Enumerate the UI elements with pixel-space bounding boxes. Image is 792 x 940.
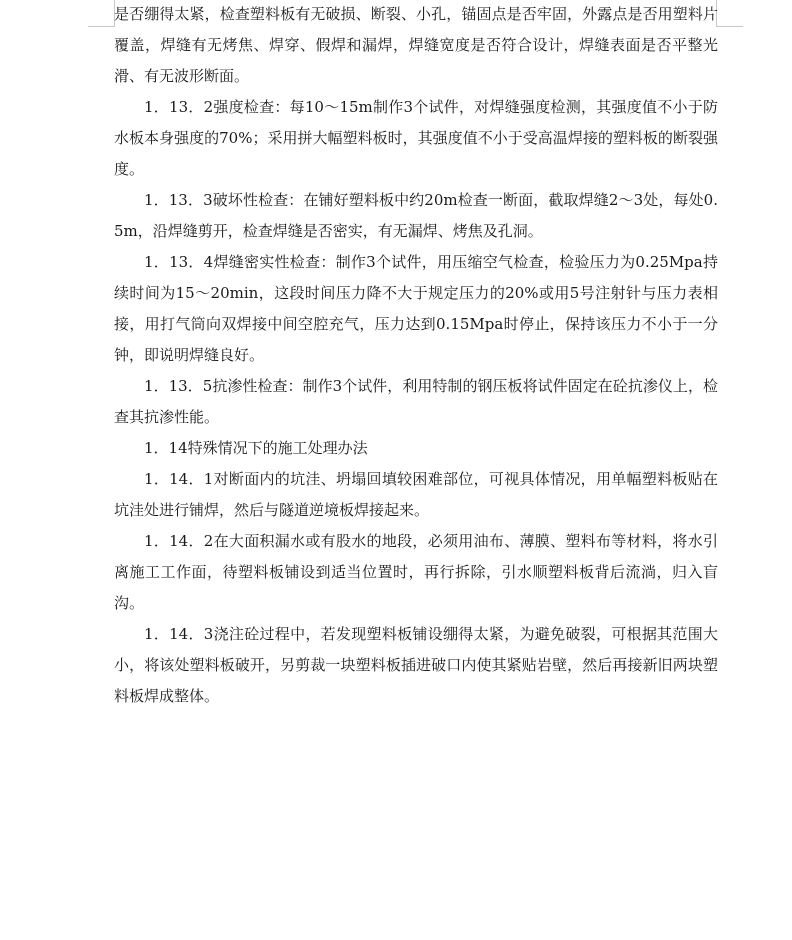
paragraph-continuation: 是否绷得太紧，检查塑料板有无破损、断裂、小孔，锚固点是否牢固，外露点是否用塑料片覆盖，焊缝有无烤焦、焊穿、假焊和漏焊，焊缝宽度是否符合设计，焊缝表面是否平整光滑、有无波形断面。 <box>114 5 718 85</box>
page-corner-mark-right <box>716 0 743 27</box>
paragraph-1-14-2: 1．14．2在大面积漏水或有股水的地段，必须用油布、薄膜、塑料布等材料，将水引离施工工作面，待塑料板铺设到适当位置时，再行拆除，引水顺塑料板背后流淌，归入盲沟。 <box>114 532 718 612</box>
paragraph-1-14-3: 1．14．3浇注砼过程中，若发现塑料板铺设绷得太紧，为避免破裂，可根据其范围大小，将该处塑料板破开，另剪裁一块塑料板插进破口内使其紧贴岩壁，然后再接新旧两块塑料板焊成整体。 <box>114 625 718 705</box>
paragraph-1-13-2: 1．13．2强度检查：每10～15m制作3个试件，对焊缝强度检测，其强度值不小于防水板本身强度的70%；采用拼大幅塑料板时，其强度值不小于受高温焊接的塑料板的断裂强度。 <box>114 98 718 178</box>
paragraph-1-13-4: 1．13．4焊缝密实性检查：制作3个试件，用压缩空气检查，检验压力为0.25Mpa持续时间为15～20min，这段时间压力降不大于规定压力的20%或用5号注射针与压力表相接，用打气筒向双焊接中间空腔充气，压力达到0.15Mpa时停止，保持该压力不小于一分钟，即说明焊缝良好。 <box>114 253 718 364</box>
paragraph-1-13-5: 1．13．5抗渗性检查：制作3个试件，利用特制的钢压板将试件固定在砼抗渗仪上，检查其抗渗性能。 <box>114 377 718 426</box>
page-corner-mark-left <box>88 0 115 27</box>
section-heading-1-14: 1．14特殊情况下的施工处理办法 <box>144 439 368 457</box>
document-body <box>114 0 718 712</box>
paragraph-1-14-1: 1．14．1对断面内的坑洼、坍塌回填较困难部位，可视具体情况，用单幅塑料板贴在坑洼处进行铺焊，然后与隧道逆境板焊接起来。 <box>114 470 718 519</box>
paragraph-1-13-3: 1．13．3破坏性检查：在铺好塑料板中约20m检查一断面，截取焊缝2～3处，每处0.5m，沿焊缝剪开，检查焊缝是否密实，有无漏焊、烤焦及孔洞。 <box>114 191 718 240</box>
